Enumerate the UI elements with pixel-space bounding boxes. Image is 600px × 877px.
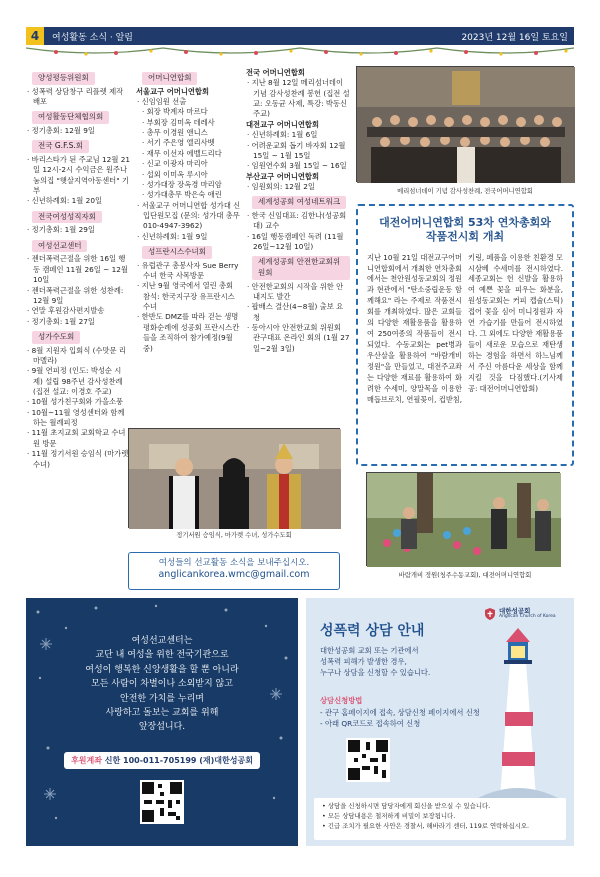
statement-line: 안전한 가치를 누리며 <box>120 693 204 704</box>
page-header <box>26 27 574 45</box>
note-item: • 상담을 신청하시면 담당자에게 회신을 받으실 수 있습니다. <box>322 802 491 810</box>
counseling-banner <box>306 598 574 846</box>
list-item: · 9월 연피정 (인도: 박성순 시제) 설립 98주년 감사성찬례 (집전 설교: 이경호 주교) <box>27 366 123 397</box>
note-item: • 긴급 조치가 필요한 사안은 경찰서, 해바라기 센터, 119로 연락하십시오. <box>322 821 530 830</box>
section-women-clergy <box>26 207 130 236</box>
lighthouse-icon <box>478 602 558 798</box>
list-item: · 재무 이선자 에벨드리다 <box>142 148 222 158</box>
counseling-notes <box>314 798 566 840</box>
intro-line: 대한성공회 교회 또는 기관에서 <box>320 646 419 655</box>
list-item: · 부회장 김미옥 데레사 <box>142 117 215 127</box>
list-item: · 정기총회: 12월 9일 <box>27 126 95 135</box>
note-text: 상담을 신청하시면 담당자에게 회신을 받으실 수 있습니다. <box>327 802 491 810</box>
list-item: · 성가대총무 박은숙 애린 <box>142 190 222 200</box>
list-item: · 11월 정기서원 승임식 (마가렛 수녀) <box>27 449 129 469</box>
donation-account <box>64 752 260 769</box>
list-item: · 11월 초지교회 교회학교 수녀원 방문 <box>27 428 126 448</box>
section-heading: 성프란시스수녀회 <box>142 246 212 259</box>
list-item: · 지난 9월 영국에서 열린 총회 참석: 한국지구장 유프란시스 수녀 <box>137 281 235 312</box>
note-text: 긴급 조치가 필요한 사안은 경찰서, 해바라기 센터, 119로 연락하십시오. <box>327 821 530 830</box>
sub-heading: 서울교구 어머니연합회 <box>136 86 210 96</box>
method-title: 상담신청방법 <box>320 696 363 705</box>
sub-heading: 전국 어머니연합회 <box>246 68 305 77</box>
list-item: · 신교 이광자 마리아 <box>142 159 208 169</box>
qr-code-icon[interactable] <box>140 780 184 824</box>
list-item: · 한반도 DMZ를 따라 걷는 생명평화순례에 성공회 프란시스칸들을 조직하여 참가예정(9월 중) <box>137 312 240 353</box>
list-item: · 어려운교회 돕기 바자회 12월 15일 ~ 1월 15일 <box>247 140 346 160</box>
note-item: • 모든 상담내용은 철저하게 비밀이 보장됩니다. <box>322 811 456 820</box>
list-item: · 총무 이경원 앤니스 <box>142 128 208 138</box>
statement-line: 앞장섭니다. <box>138 722 186 733</box>
intro-line: 성폭력 피해가 발생한 경우, <box>320 656 407 666</box>
list-item: · 신년하례회: 1월 6일 <box>247 130 318 140</box>
statement-line: 여성선교센터는 <box>131 636 193 646</box>
list-item: · 정기총회: 1월 29일 <box>27 225 95 235</box>
submit-news-text: 여성들의 선교활동 소식을 보내주십시오. <box>158 558 310 568</box>
section-heading: 어머니연합회 <box>142 72 197 85</box>
photo-figures <box>129 429 341 529</box>
list-item: · 성가대장 장옥경 마리암 <box>142 179 222 189</box>
list-item: · 임원연수회 3월 15일 ~ 16일 <box>247 161 347 171</box>
photo-caption: 메리섬너데이 기념 감사성찬례, 전국어머니연합회 <box>397 188 533 195</box>
list-item: · 섭외 이미옥 루시아 <box>142 169 208 179</box>
statement-line: 사랑하고 돌보는 교회를 위해 <box>105 707 219 718</box>
list-item: · 임원회의: 12월 2일 <box>247 181 315 191</box>
qr-code-icon[interactable] <box>346 738 390 782</box>
photo-vows-ceremony <box>128 428 340 528</box>
logo-subtext: Anglican Church of Korea <box>499 614 556 620</box>
section-heading: 세계성공회 안전한교회위원회 <box>252 256 350 279</box>
issue-date: 2023년 12월 16일 토요일 <box>461 32 568 43</box>
garland-decoration <box>26 46 574 60</box>
mission-statement <box>26 634 298 735</box>
counseling-intro <box>320 646 500 679</box>
list-item: · 정기총회: 1월 27일 <box>27 316 95 326</box>
statement-line: 모든 사람이 차별이나 소외받지 않고 <box>91 679 233 690</box>
method-item: - 아래 QR코드로 접속하여 신청 <box>320 718 421 728</box>
list-item: · 16일 행동캠페인 독려 (11월 26일~12월 10일) <box>247 231 344 252</box>
article-title <box>367 216 563 245</box>
counseling-title: 성폭력 상담 안내 <box>320 623 425 639</box>
section-women-council <box>26 107 130 136</box>
logo-text: 대한성공회 <box>499 607 531 615</box>
intro-line: 누구나 상담을 신청할 수 있습니다. <box>320 667 431 677</box>
list-item: · 10월 성가친구회와 가을소풍 <box>27 397 124 407</box>
photo-group <box>357 67 575 183</box>
mission-center-banner <box>26 598 298 846</box>
list-item: · 안전한교회의 시작을 위한 안내지도 발간 <box>247 281 344 302</box>
sub-heading: 부산교구 어머니연합회 <box>246 171 320 181</box>
section-heading: 세계성공회 여성네트워크 <box>252 196 346 209</box>
column-2 <box>136 68 242 354</box>
section-heading: 성가수도회 <box>32 331 80 344</box>
list-item: · 바리스타가 된 주교님 12월 21일 12시-2시 수익금은 원주나눔의집 "햇살지역아동센터" 기부 <box>27 155 130 196</box>
list-item: · 서울교구 어머니연합 성가대 신입단원모집 (문의: 성가대 총무 010-4947-3962) <box>137 200 241 231</box>
list-item: · 연말 후원감사편지발송 <box>27 306 105 316</box>
list-item: · 신임임원 선출 <box>137 97 187 106</box>
photo-group-service <box>356 66 574 182</box>
column-1 <box>26 68 130 470</box>
section-women-mission-center <box>26 236 130 327</box>
statement-line: 여성이 행복한 신앙생활을 할 뿐 아니라 <box>85 664 239 675</box>
list-item: · 지난 8월 12일 메리섬너데이 기념 감사성찬례 봉헌 (집전 설교: 오동균 사제, 특강: 박동신 주교) <box>247 78 350 119</box>
list-item: · 한국 신임대표: 김한나(성공회대) 교수 <box>247 210 347 231</box>
article-box <box>356 204 574 466</box>
section-holy-cross-sisters <box>26 327 130 470</box>
list-item: · 젠더폭력근절을 위한 16일 행동 캠페인 11월 26일 ~ 12월 10일 <box>27 254 128 285</box>
submit-news-box <box>128 552 340 590</box>
section-heading: 양성평등위원회 <box>32 72 95 85</box>
section-heading: 전국여성성직자회 <box>32 211 102 224</box>
photo-caption: 정기서원 승임식, 마가렛 수녀, 성가수도회 <box>176 532 292 539</box>
page-number: 4 <box>26 27 44 45</box>
article-title-line: 작품전시회 개최 <box>425 230 505 244</box>
article-body <box>367 253 563 406</box>
section-heading: 여성활동단체협의회 <box>32 111 109 124</box>
article-text: 지난 10월 21일 대전교구어머니연합회에서 개최한 연차총회에서는 천안원성동교회의 정원과 현관에서 "탄소중립운동 함께해요" 라는 주제로 작품전시회를 개최하였다. 많은 교회들의 다양한 재활용품을 활용하여 250여종의 작품들이 전시 되었다. 수동교회는 pet병과 우산살을 활용하여 "바람개비 정원"을 만들었고, 대전주교좌는 다양한 재료를 활용하여 화려한 수세미, 양말목을 이용한 매듭브로치, 연필꽂이, 컵받침, 키링, 페품을 이용한 친환경 모시삼베 수세미를 전시하였다. 세종교회는 헌 신발을 활용하여 예쁜 꽃을 피우는 화분을, 원성동교회는 커피 캡슐(스틱) 접어 꽃을 심어 미니정원과 자연 가습기를 만들어 전시하였다. 그 외에도 다양한 재활용품들이 새로운 모습으로 재탄생하는 경험을 하면서 하느님께서 주신 아름다운 세상을 함께 지킬 것을 다짐했다.(기사제공: 대전어머니연합회) <box>367 252 563 404</box>
section-gender-equality <box>26 68 130 107</box>
photo-caption: 바람개비 정원(청주수동교회), 대전어머니연합회 <box>398 572 532 579</box>
section-gfs <box>26 136 130 206</box>
list-item: · 신년하례회: 1월 9일 <box>137 231 208 241</box>
list-item: · 신년하례회: 1월 20일 <box>27 196 103 206</box>
list-item: · 회장 박계자 마르다 <box>142 107 208 117</box>
section-title: 여성활동 소식 · 알림 <box>52 32 133 43</box>
list-item: · 동아시아 안전한교회 위원회 관구대표 온라인 회의 (1월 27일~2월 3일) <box>247 323 350 353</box>
section-heading: 여성선교센터 <box>32 240 87 253</box>
article-title-line: 대전어머니연합회 53차 연차총회와 <box>379 216 551 229</box>
sub-heading: 대전교구 어머니연합회 <box>246 119 320 129</box>
contact-email[interactable]: anglicankorea.wmc@gmail.com <box>158 569 310 581</box>
list-item: · 유럽관구 총봉사자 Sue Berry수녀 한국 사목방문 <box>137 260 239 281</box>
section-heading: 전국 G.F.S.회 <box>32 140 89 153</box>
account-number: 신한 100-011-705199 (재)대한성공회 <box>104 756 253 765</box>
list-item: · 팝배스 결산(4~8월) 출보 요청 <box>247 302 344 322</box>
list-item: · 서기 주은영 엘리사벳 <box>142 138 215 148</box>
photo-garden <box>367 473 561 567</box>
column-3 <box>246 68 350 354</box>
list-item: · 8월 지원자 입회식 (수맛문 리마멜라) <box>27 345 126 365</box>
photo-pinwheel-garden <box>366 472 560 566</box>
list-item: · 젠더폭력근절을 위한 성찬례: 12월 9일 <box>27 285 124 305</box>
note-text: 모든 상담내용은 철저하게 비밀이 보장됩니다. <box>327 811 456 820</box>
method-item: - 관구 홈페이지에 접속, 상담신청 페이지에서 신청 <box>320 708 480 717</box>
statement-line: 교단 내 여성을 위한 전국기관으로 <box>95 650 229 661</box>
list-item: · 성폭력 상담창구 리플렛 제작 배포 <box>27 86 124 106</box>
list-item: · 10월~11월 영성센터와 함께하는 월례피정 <box>27 407 125 428</box>
account-label: 후원계좌 <box>71 756 102 765</box>
